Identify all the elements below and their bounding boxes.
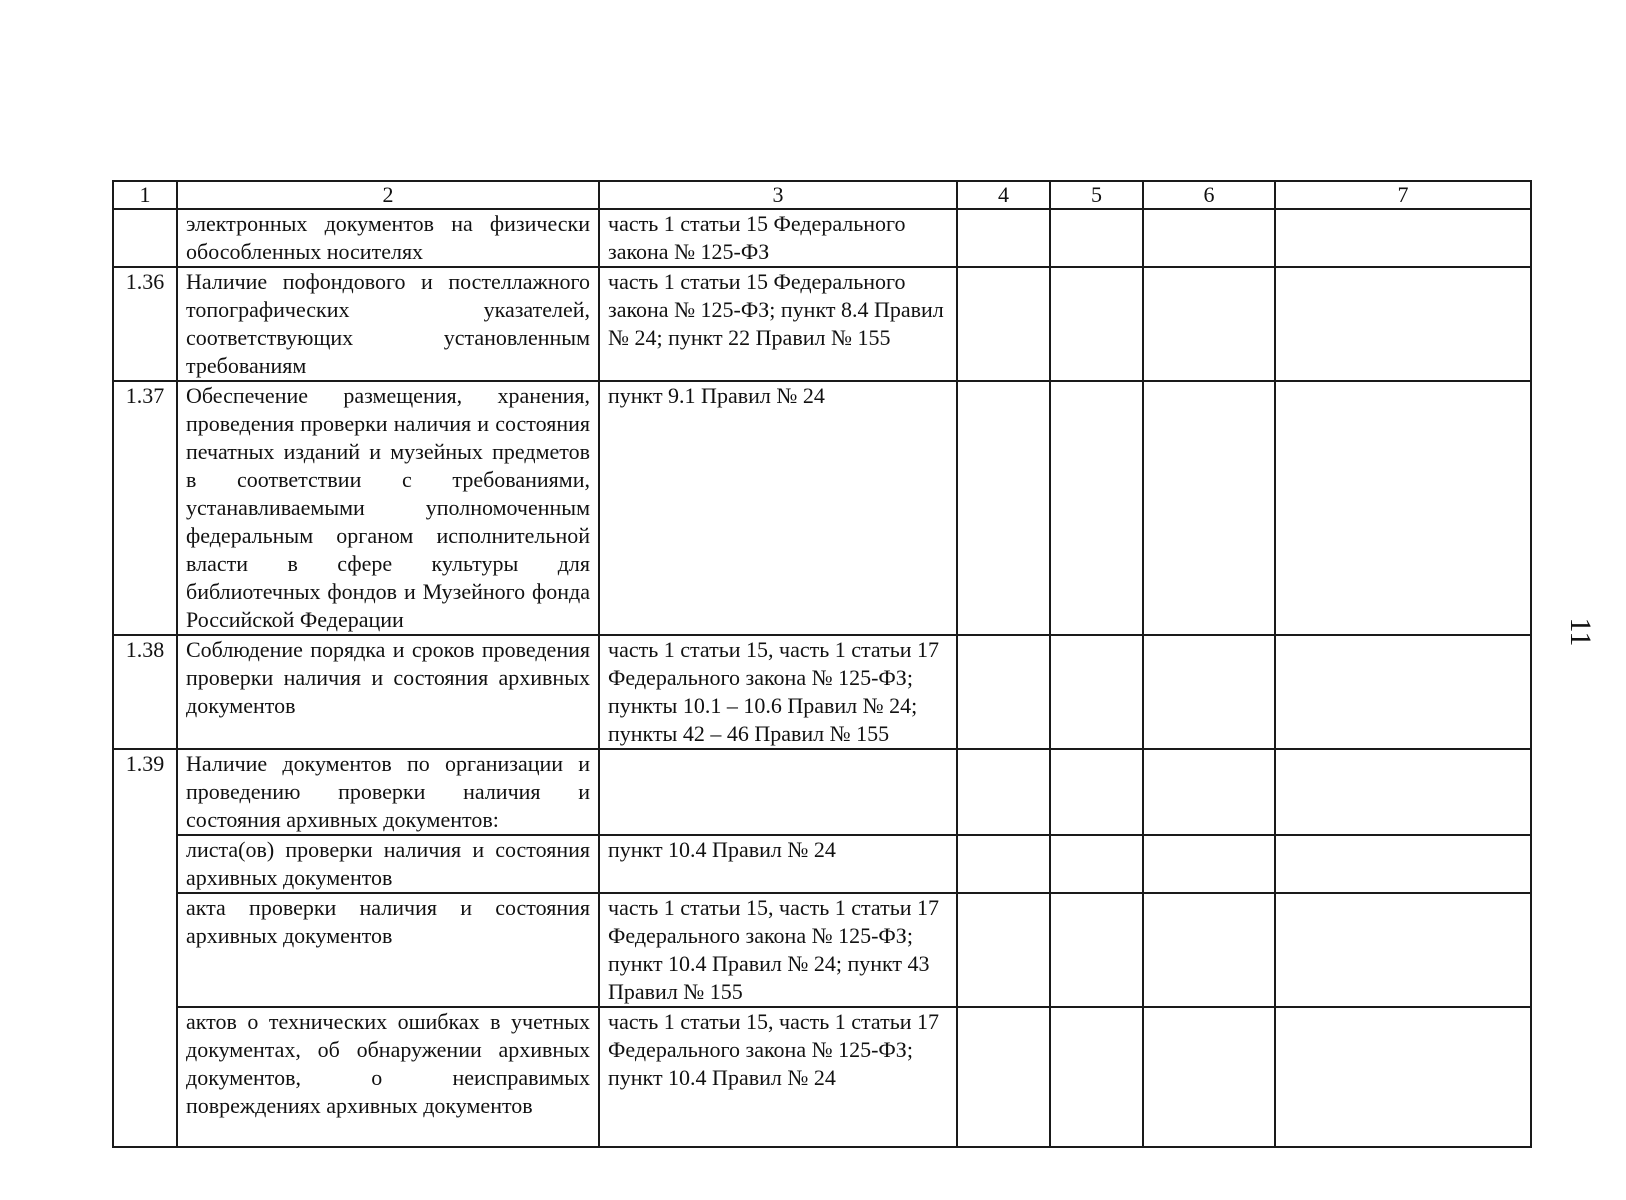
table-row	[113, 267, 1531, 381]
reference-cell	[599, 749, 957, 835]
column-header: 1	[113, 181, 177, 209]
empty-cell	[957, 267, 1050, 381]
empty-cell	[1050, 209, 1143, 267]
reference-cell: часть 1 статьи 15, часть 1 статьи 17 Федерального закона № 125-ФЗ; пункт 10.4 Правил № 24	[599, 1007, 957, 1147]
requirement-cell: Наличие пофондового и постеллажного топографических указателей, соответствующих установленным требованиям	[177, 267, 599, 381]
empty-cell	[1050, 635, 1143, 749]
empty-cell	[957, 749, 1050, 835]
table-row	[113, 381, 1531, 635]
empty-cell	[1143, 835, 1275, 893]
empty-cell	[957, 1007, 1050, 1147]
requirement-cell: Соблюдение порядка и сроков проведения проверки наличия и состояния архивных документов	[177, 635, 599, 749]
column-header: 5	[1050, 181, 1143, 209]
row-number: 1.38	[113, 635, 177, 749]
empty-cell	[1050, 1007, 1143, 1147]
reference-cell: часть 1 статьи 15, часть 1 статьи 17 Федерального закона № 125-ФЗ; пункты 10.1 – 10.6 Правил № 24; пункты 42 – 46 Правил № 155	[599, 635, 957, 749]
empty-cell	[1143, 1007, 1275, 1147]
empty-cell	[1275, 209, 1531, 267]
requirement-cell: электронных документов на физически обособленных носителях	[177, 209, 599, 267]
empty-cell	[1143, 635, 1275, 749]
empty-cell	[1143, 893, 1275, 1007]
empty-cell	[1050, 267, 1143, 381]
reference-cell: пункт 9.1 Правил № 24	[599, 381, 957, 635]
requirement-cell: Наличие документов по организации и проведению проверки наличия и состояния архивных документов:	[177, 749, 599, 835]
column-number-row	[113, 181, 1531, 209]
row-number: 1.36	[113, 267, 177, 381]
empty-cell	[1143, 267, 1275, 381]
empty-cell	[1275, 267, 1531, 381]
requirement-cell: актов о технических ошибках в учетных документах, об обнаружении архивных документов, о неисправимых повреждениях архивных документов	[177, 1007, 599, 1147]
reference-cell: пункт 10.4 Правил № 24	[599, 835, 957, 893]
requirement-cell: листа(ов) проверки наличия и состояния архивных документов	[177, 835, 599, 893]
empty-cell	[957, 381, 1050, 635]
empty-cell	[1050, 893, 1143, 1007]
empty-cell	[1050, 381, 1143, 635]
column-header: 4	[957, 181, 1050, 209]
requirement-cell: Обеспечение размещения, хранения, проведения проверки наличия и состояния печатных изданий и музейных предметов в соответствии с требованиями, устанавливаемыми уполномоченным федеральным органом исполнительной власти в сфере культуры для библиотечных фондов и Музейного фонда Российской Федерации	[177, 381, 599, 635]
empty-cell	[1275, 893, 1531, 1007]
reference-cell: часть 1 статьи 15, часть 1 статьи 17 Федерального закона № 125-ФЗ; пункт 10.4 Правил № 24; пункт 43 Правил № 155	[599, 893, 957, 1007]
table-row	[113, 635, 1531, 749]
checklist-table	[112, 180, 1532, 1148]
table-row	[113, 835, 1531, 893]
empty-cell	[957, 835, 1050, 893]
empty-cell	[957, 893, 1050, 1007]
empty-cell	[1275, 835, 1531, 893]
page-number: 11	[1564, 617, 1597, 647]
empty-cell	[1275, 749, 1531, 835]
column-header: 7	[1275, 181, 1531, 209]
reference-cell: часть 1 статьи 15 Федерального закона № 125-ФЗ	[599, 209, 957, 267]
table-row	[113, 893, 1531, 1007]
requirement-cell: акта проверки наличия и состояния архивных документов	[177, 893, 599, 1007]
empty-cell	[1275, 635, 1531, 749]
row-number: 1.39	[113, 749, 177, 1147]
empty-cell	[1143, 381, 1275, 635]
empty-cell	[1143, 749, 1275, 835]
empty-cell	[957, 635, 1050, 749]
reference-cell: часть 1 статьи 15 Федерального закона № 125-ФЗ; пункт 8.4 Правил № 24; пункт 22 Правил № 155	[599, 267, 957, 381]
empty-cell	[1050, 835, 1143, 893]
column-header: 2	[177, 181, 599, 209]
empty-cell	[1275, 381, 1531, 635]
empty-cell	[1143, 209, 1275, 267]
empty-cell	[1050, 749, 1143, 835]
column-header: 6	[1143, 181, 1275, 209]
column-header: 3	[599, 181, 957, 209]
table-row	[113, 1007, 1531, 1147]
empty-cell	[957, 209, 1050, 267]
table-row	[113, 209, 1531, 267]
empty-cell	[1275, 1007, 1531, 1147]
row-number: 1.37	[113, 381, 177, 635]
table-row	[113, 749, 1531, 835]
row-number	[113, 209, 177, 267]
